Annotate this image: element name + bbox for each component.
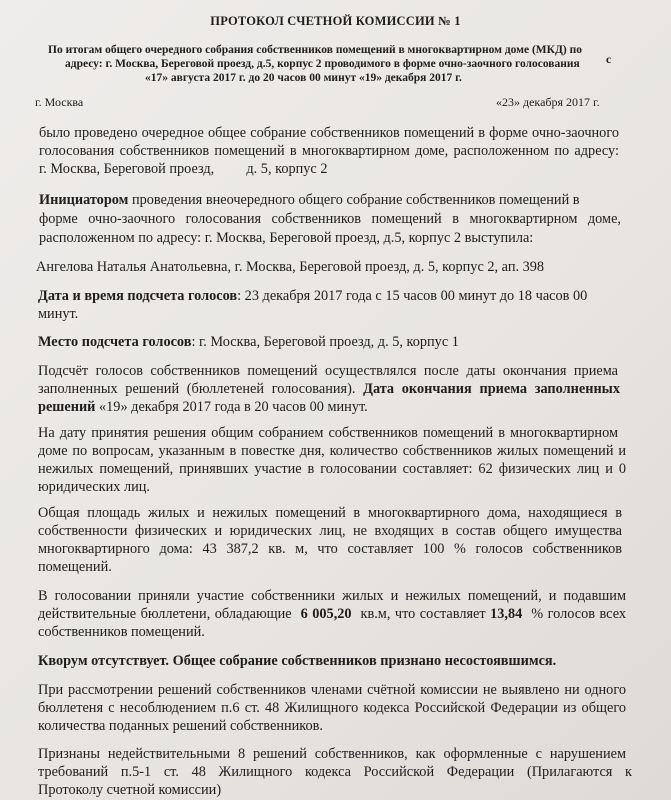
- para5-line-1: Общая площадь жилых и нежилых помещений в многоквартирного дома, находящиеся в: [38, 505, 622, 521]
- para5-line-2: собственности физических и юридических лиц, не входящих в состав общего имущества: [38, 523, 622, 539]
- count-place-label: Место подсчета голосов: [38, 334, 192, 350]
- para6-line-1: В голосовании приняли участие собственники жилых и нежилых помещений, и подавшим: [38, 588, 626, 604]
- subtitle-line-2: адресу: г. Москва, Береговой проезд, д.5, корпус 2 проводимого в форме очно-заочного голосования: [65, 58, 580, 70]
- subtitle-line-2-tail: с: [606, 54, 612, 66]
- para2-line-3: расположенном по адресу: г. Москва, Береговой проезд, д.5, корпус 2 выступила:: [39, 230, 534, 246]
- para4-line-4: юридических лиц.: [38, 479, 150, 495]
- document-date: «23» декабря 2017 г.: [496, 95, 600, 109]
- count-time-label: Дата и время подсчета голосов: [38, 288, 238, 304]
- para8-line-1: Признаны недействительными 8 решений собственников, как оформленные с нарушением: [38, 746, 626, 762]
- para7-line-3: количества поданных решений собственников.: [38, 718, 323, 734]
- deadline-label-end: решений: [38, 399, 96, 415]
- initiator-label: Инициатором: [39, 192, 129, 208]
- participating-area: 6 005,20: [300, 606, 352, 622]
- para1-line-3: г. Москва, Береговой проезд, д. 5, корпус 2: [39, 161, 328, 177]
- para7-line-2: бюллетеня с несоблюдением п.6 ст. 48 Жилищного кодекса Российской Федерации из общего: [38, 700, 626, 716]
- para6-text-e: % голосов всех: [522, 606, 626, 622]
- initiator-name: Ангелова Наталья Анатольевна, г. Москва, Береговой проезд, д. 5, корпус 2, ап. 398: [36, 259, 545, 275]
- quorum-statement: Кворум отсутствует. Общее собрание собственников признано несостоявшимся.: [38, 653, 557, 669]
- document-title: ПРОТОКОЛ СЧЕТНОЙ КОМИССИИ № 1: [210, 14, 461, 28]
- deadline-value: «19» декабря 2017 года в 20 часов 00 минут.: [95, 399, 368, 415]
- para6-text-a: действительные бюллетени, обладающие: [38, 606, 301, 622]
- para2-line-1-text: проведения внеочередного общего собрание собственников помещений в: [128, 192, 580, 208]
- para5-line-4: помещений.: [38, 559, 112, 575]
- count-place-line: [38, 333, 459, 351]
- participation-percent: 13,84: [490, 606, 523, 622]
- para3-line-1: Подсчёт голосов собственников помещений осуществлялся после даты окончания приема: [38, 363, 618, 379]
- document-place: г. Москва: [35, 95, 84, 109]
- para1-line-2: голосования собственников помещений в многоквартирном доме, расположенном по адресу:: [39, 143, 619, 159]
- count-place-value: : г. Москва, Береговой проезд, д. 5, корпус 1: [191, 334, 459, 350]
- para3-line-3: [38, 398, 368, 416]
- count-time-value: : 23 декабря 2017 года с 15 часов 00 минут до 18 часов 00: [237, 288, 588, 304]
- count-time-line-2: минут.: [38, 306, 79, 322]
- para6-line-3: собственников помещений.: [38, 624, 205, 640]
- count-time-line-1: [38, 287, 587, 305]
- para7-line-1: При рассмотрении решений собственников членами счётной комиссии не выявлено ни одного: [38, 682, 626, 698]
- para5-line-3: многоквартирного дома: 43 387,2 кв. м, что составляет 100 % голосов собственников: [38, 541, 622, 557]
- para2-line-1: [39, 191, 621, 209]
- para3-line-2-text: заполненных решений (бюллетеней голосования).: [38, 381, 364, 397]
- para6-line-2: [38, 605, 626, 623]
- para8-line-3: Протоколу счетной комиссии): [38, 782, 222, 798]
- para4-line-2: доме по вопросам, указанным в повестке дня, количество собственников жилых помещений и: [38, 443, 626, 459]
- para3-line-2: [38, 380, 620, 398]
- subtitle-line-1: По итогам общего очередного собрания собственников помещений в многоквартирном доме (МКД) по: [48, 44, 582, 56]
- para1-line-1: было проведено очередное общее собрание собственников помещений в форме очно-заочного: [39, 125, 619, 141]
- para4-line-1: На дату принятия решения общим собранием собственников помещений в многоквартирном: [38, 425, 618, 441]
- subtitle-line-3: «17» августа 2017 г. до 20 часов 00 минут «19» декабря 2017 г.: [145, 72, 462, 84]
- para6-text-c: кв.м, что составляет: [351, 606, 491, 622]
- para4-line-3: нежилых помещений, принявших участие в голосовании составляет: 62 физических лиц и 0: [38, 461, 626, 477]
- deadline-label: Дата окончания приема заполненных: [363, 381, 620, 397]
- para2-line-2: форме очно-заочного голосования собственников помещений в многоквартирном доме,: [39, 211, 621, 227]
- para8-line-2: требований п.5-1 ст. 48 Жилищного кодекса Российской Федерации (Прилагаются к: [38, 764, 632, 780]
